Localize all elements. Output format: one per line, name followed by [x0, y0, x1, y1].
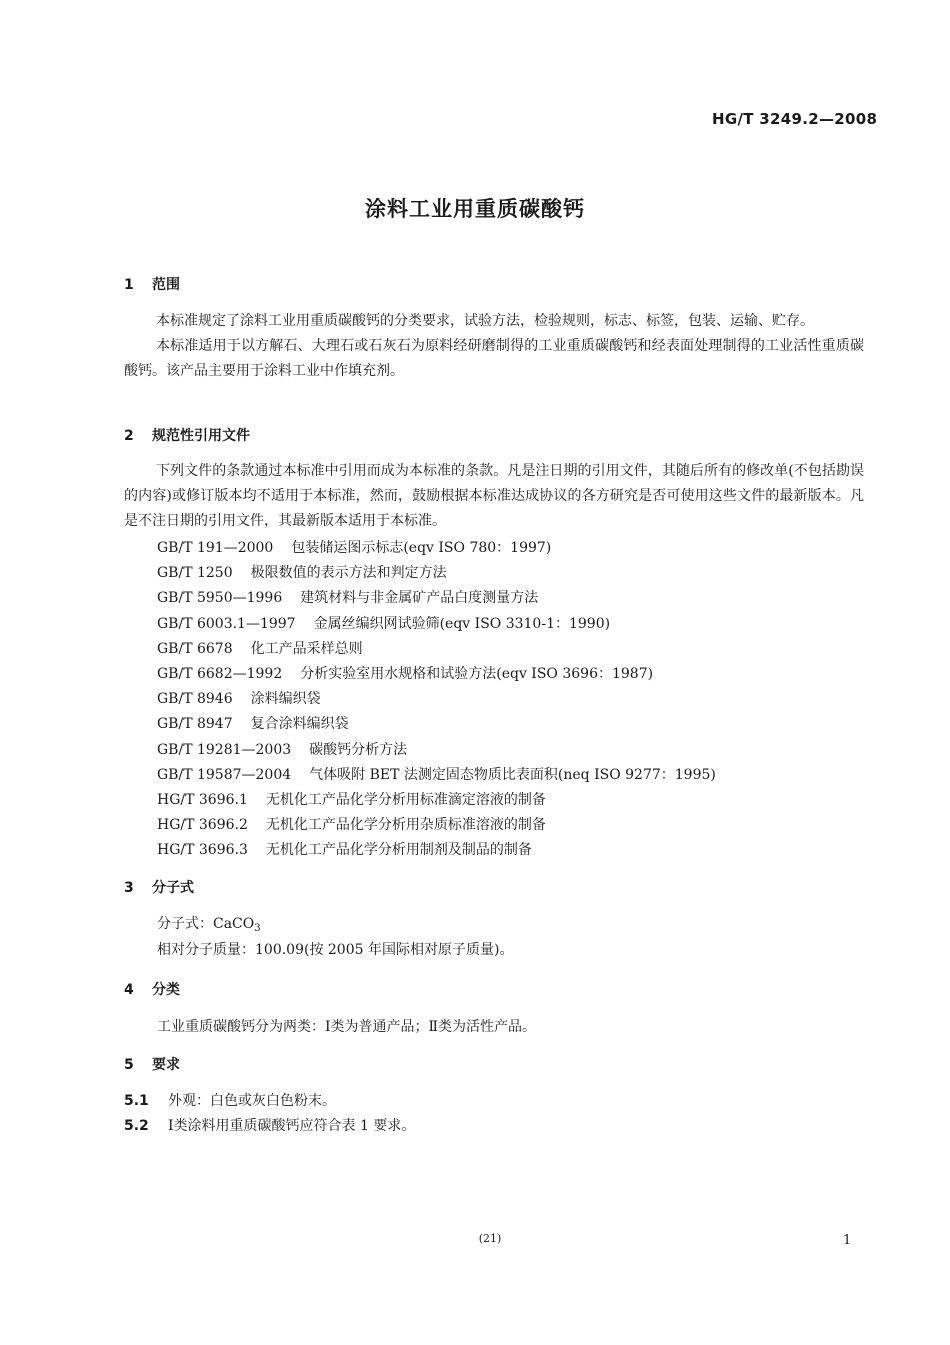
reference-item — [157, 688, 321, 708]
formula-text: 分子式：CaCO — [157, 916, 255, 932]
requirement-text: Ⅰ类涂料用重质碳酸钙应符合表 1 要求。 — [168, 1118, 416, 1134]
section-number: 3 — [124, 880, 134, 896]
section-2-heading — [124, 425, 250, 445]
reference-code: GB/T 6682—1992 — [157, 666, 283, 682]
section-2-intro — [124, 459, 864, 534]
page-reference: (21) — [478, 1232, 502, 1245]
reference-code: GB/T 8946 — [157, 691, 233, 708]
molecular-formula — [157, 913, 261, 934]
requirement-item — [124, 1090, 336, 1110]
reference-item — [157, 537, 551, 557]
section-title: 规范性引用文件 — [152, 428, 250, 444]
reference-item — [157, 839, 532, 859]
reference-title: 分析实验室用水规格和试验方法(eqv ISO 3696：1987) — [300, 666, 654, 682]
reference-code: HG/T 3696.2 — [157, 817, 248, 834]
section-title: 分子式 — [152, 880, 194, 896]
section-number: 1 — [124, 277, 134, 293]
section-number: 4 — [124, 982, 134, 998]
reference-title: 涂料编织袋 — [250, 691, 321, 708]
classification-text: 工业重质碳酸钙分为两类：Ⅰ类为普通产品；Ⅱ类为活性产品。 — [157, 1019, 537, 1035]
reference-title: 包装储运图示标志(eqv ISO 780：1997) — [291, 540, 552, 556]
reference-item — [157, 814, 546, 834]
reference-item — [157, 638, 363, 658]
reference-code: GB/T 5950—1996 — [157, 590, 283, 607]
reference-code: HG/T 3696.3 — [157, 842, 248, 859]
reference-item — [157, 613, 610, 633]
document-title: 涂料工业用重质碳酸钙 — [365, 197, 585, 221]
reference-code: HG/T 3696.1 — [157, 792, 248, 808]
section-number: 5 — [124, 1057, 134, 1073]
reference-title: 金属丝编织网试验筛(eqv ISO 3310-1：1990) — [313, 615, 611, 632]
reference-item — [157, 789, 546, 809]
formula-subscript: 3 — [254, 923, 261, 934]
reference-item — [157, 713, 349, 733]
section-title: 要求 — [152, 1057, 180, 1073]
molecular-mass: 相对分子质量：100.09(按 2005 年国际相对原子质量)。 — [157, 942, 514, 958]
section-4-heading — [124, 979, 180, 999]
reference-item — [157, 587, 538, 607]
section-1-heading — [124, 274, 180, 294]
reference-title: 无机化工产品化学分析用制剂及制品的制备 — [265, 842, 532, 859]
reference-item — [157, 739, 407, 759]
reference-code: GB/T 19587—2004 — [157, 766, 292, 783]
reference-code: GB/T 19281—2003 — [157, 741, 292, 758]
reference-item — [157, 764, 716, 784]
reference-code: GB/T 1250 — [157, 565, 233, 582]
section-1-body — [124, 309, 864, 384]
reference-code: GB/T 6003.1—1997 — [157, 615, 296, 632]
paragraph: 本标准适用于以方解石、大理石或石灰石为原料经研磨制得的工业重质碳酸钙和经表面处理制得的工业活性重质碳酸钙。该产品主要用于涂料工业中作填充剂。 — [124, 338, 864, 379]
reference-title: 无机化工产品化学分析用杂质标准溶液的制备 — [265, 817, 546, 834]
reference-title: 化工产品采样总则 — [250, 640, 363, 657]
reference-title: 碳酸钙分析方法 — [309, 741, 408, 758]
reference-code: GB/T 8947 — [157, 716, 233, 733]
section-3-heading — [124, 877, 194, 897]
reference-code: GB/T 191—2000 — [157, 540, 274, 556]
section-title: 分类 — [152, 982, 180, 998]
page-number: 1 — [843, 1233, 852, 1248]
requirement-text: 外观：白色或灰白色粉末。 — [168, 1093, 336, 1109]
paragraph: 下列文件的条款通过本标准中引用而成为本标准的条款。凡是注日期的引用文件，其随后所有的修改单(不包括勘误的内容)或修订版本均不适用于本标准，然而，鼓励根据本标准达成协议的各方研究是否可使用这些文件的最新版本。凡是不注日期的引用文件，其最新版本适用于本标准。 — [124, 463, 864, 529]
section-title: 范围 — [152, 277, 180, 293]
reference-title: 建筑材料与非金属矿产品白度测量方法 — [300, 590, 539, 607]
section-5-heading — [124, 1054, 180, 1074]
reference-title: 气体吸附 BET 法测定固态物质比表面积(neq ISO 9277：1995) — [309, 766, 716, 783]
reference-title: 复合涂料编织袋 — [250, 716, 349, 733]
reference-title: 无机化工产品化学分析用标准滴定溶液的制备 — [265, 792, 546, 808]
section-number: 2 — [124, 428, 134, 444]
standard-code: HG/T 3249.2—2008 — [712, 110, 878, 128]
paragraph: 本标准规定了涂料工业用重质碳酸钙的分类要求，试验方法，检验规则，标志、标签，包装、运输、贮存。 — [156, 313, 814, 329]
reference-code: GB/T 6678 — [157, 640, 233, 657]
reference-item — [157, 663, 653, 683]
requirement-item — [124, 1115, 415, 1135]
requirement-number: 5.1 — [124, 1093, 149, 1109]
requirement-number: 5.2 — [124, 1118, 149, 1134]
reference-title: 极限数值的表示方法和判定方法 — [250, 565, 447, 582]
reference-item — [157, 562, 447, 582]
